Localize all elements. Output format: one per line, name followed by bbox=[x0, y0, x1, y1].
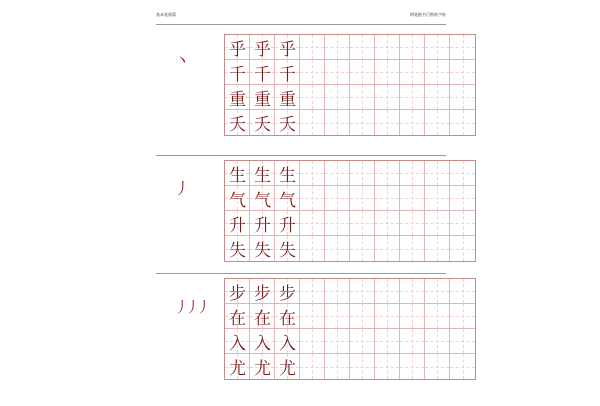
grid-cell bbox=[425, 85, 450, 110]
grid-cell bbox=[275, 211, 300, 236]
practice-character: 千 bbox=[254, 65, 271, 85]
grid-cell bbox=[325, 304, 350, 329]
practice-character: 乎 bbox=[279, 40, 296, 60]
stroke-sample: 丶 bbox=[174, 51, 191, 70]
practice-character: 乎 bbox=[254, 40, 271, 60]
grid-cell bbox=[400, 354, 425, 379]
grid-cell bbox=[375, 211, 400, 236]
grid-cell bbox=[225, 236, 250, 261]
grid-cell bbox=[275, 60, 300, 85]
grid-cell bbox=[250, 35, 275, 60]
grid-cell bbox=[450, 211, 475, 236]
grid-cell bbox=[325, 35, 350, 60]
practice-character: 步 bbox=[279, 284, 296, 304]
practice-character: 入 bbox=[279, 334, 296, 354]
practice-character: 夭 bbox=[279, 115, 296, 135]
practice-character: 入 bbox=[254, 334, 271, 354]
practice-character: 生 bbox=[254, 166, 271, 186]
practice-character: 尤 bbox=[254, 359, 271, 379]
grid-cell bbox=[275, 110, 300, 135]
grid-cell bbox=[250, 60, 275, 85]
grid-cell bbox=[425, 60, 450, 85]
grid-cell bbox=[400, 279, 425, 304]
grid-cell bbox=[375, 329, 400, 354]
header-left-title: 基本笔画篇 bbox=[156, 12, 176, 17]
grid-cell bbox=[375, 35, 400, 60]
grid-cell bbox=[250, 211, 275, 236]
practice-character: 生 bbox=[279, 166, 296, 186]
grid-cell bbox=[225, 60, 250, 85]
grid-cell bbox=[250, 329, 275, 354]
grid-cell bbox=[300, 110, 325, 135]
grid-cell bbox=[400, 35, 425, 60]
grid-cell bbox=[425, 186, 450, 211]
grid-cell bbox=[225, 110, 250, 135]
grid-cell bbox=[450, 186, 475, 211]
grid-cell bbox=[350, 211, 375, 236]
section-divider bbox=[156, 273, 446, 274]
grid-cell bbox=[350, 186, 375, 211]
grid-cell bbox=[325, 329, 350, 354]
grid-row bbox=[225, 279, 475, 304]
grid-cell bbox=[250, 85, 275, 110]
grid-cell bbox=[450, 161, 475, 186]
grid-cell bbox=[300, 236, 325, 261]
grid-cell bbox=[225, 211, 250, 236]
practice-character: 乎 bbox=[229, 40, 246, 60]
grid-cell bbox=[425, 236, 450, 261]
grid-cell bbox=[450, 354, 475, 379]
grid-cell bbox=[400, 304, 425, 329]
grid-cell bbox=[275, 354, 300, 379]
practice-character: 气 bbox=[279, 191, 296, 211]
grid-cell bbox=[275, 161, 300, 186]
grid-cell bbox=[300, 304, 325, 329]
grid-cell bbox=[275, 186, 300, 211]
practice-character: 失 bbox=[279, 241, 296, 261]
grid-cell bbox=[350, 110, 375, 135]
practice-character: 入 bbox=[229, 334, 246, 354]
grid-cell bbox=[350, 304, 375, 329]
grid-cell bbox=[275, 236, 300, 261]
grid-row bbox=[225, 85, 475, 110]
grid-cell bbox=[225, 85, 250, 110]
grid-row bbox=[225, 329, 475, 354]
grid-cell bbox=[375, 354, 400, 379]
grid-cell bbox=[350, 161, 375, 186]
grid-cell bbox=[225, 354, 250, 379]
grid-cell bbox=[400, 186, 425, 211]
grid-cell bbox=[400, 161, 425, 186]
grid-row bbox=[225, 354, 475, 379]
grid-cell bbox=[375, 60, 400, 85]
grid-cell bbox=[425, 110, 450, 135]
grid-cell bbox=[325, 279, 350, 304]
practice-grid bbox=[224, 278, 476, 380]
stroke-sample: 丿 bbox=[174, 179, 191, 198]
grid-cell bbox=[450, 60, 475, 85]
practice-character: 升 bbox=[279, 216, 296, 236]
grid-cell bbox=[450, 279, 475, 304]
practice-character: 在 bbox=[279, 309, 296, 329]
grid-cell bbox=[400, 211, 425, 236]
grid-cell bbox=[350, 279, 375, 304]
grid-cell bbox=[300, 85, 325, 110]
grid-cell bbox=[225, 329, 250, 354]
grid-cell bbox=[450, 236, 475, 261]
grid-cell bbox=[375, 304, 400, 329]
practice-character: 重 bbox=[229, 90, 246, 110]
grid-cell bbox=[450, 35, 475, 60]
section-divider bbox=[156, 24, 446, 25]
practice-character: 千 bbox=[229, 65, 246, 85]
grid-cell bbox=[375, 236, 400, 261]
grid-cell bbox=[250, 186, 275, 211]
section-divider bbox=[156, 155, 446, 156]
practice-character: 升 bbox=[254, 216, 271, 236]
practice-character: 夭 bbox=[254, 115, 271, 135]
grid-cell bbox=[375, 110, 400, 135]
grid-cell bbox=[425, 354, 450, 379]
grid-cell bbox=[225, 186, 250, 211]
grid-cell bbox=[425, 304, 450, 329]
page-header bbox=[156, 8, 446, 22]
grid-cell bbox=[400, 236, 425, 261]
practice-character: 夭 bbox=[229, 115, 246, 135]
grid-cell bbox=[325, 110, 350, 135]
grid-cell bbox=[225, 35, 250, 60]
grid-row bbox=[225, 186, 475, 211]
grid-cell bbox=[275, 35, 300, 60]
grid-cell bbox=[350, 236, 375, 261]
practice-grid bbox=[224, 160, 476, 262]
practice-character: 生 bbox=[229, 166, 246, 186]
grid-cell bbox=[375, 279, 400, 304]
practice-character: 气 bbox=[229, 191, 246, 211]
grid-cell bbox=[350, 329, 375, 354]
practice-character: 尤 bbox=[229, 359, 246, 379]
grid-cell bbox=[450, 329, 475, 354]
grid-cell bbox=[300, 329, 325, 354]
grid-cell bbox=[275, 329, 300, 354]
grid-cell bbox=[300, 211, 325, 236]
practice-character: 失 bbox=[229, 241, 246, 261]
grid-cell bbox=[300, 186, 325, 211]
practice-character: 气 bbox=[254, 191, 271, 211]
grid-cell bbox=[250, 279, 275, 304]
grid-cell bbox=[400, 85, 425, 110]
grid-cell bbox=[325, 186, 350, 211]
grid-cell bbox=[250, 236, 275, 261]
grid-cell bbox=[400, 110, 425, 135]
practice-grid bbox=[224, 34, 476, 136]
grid-cell bbox=[300, 60, 325, 85]
grid-row bbox=[225, 211, 475, 236]
grid-cell bbox=[325, 60, 350, 85]
grid-cell bbox=[275, 279, 300, 304]
practice-character: 重 bbox=[279, 90, 296, 110]
grid-cell bbox=[350, 354, 375, 379]
grid-row bbox=[225, 161, 475, 186]
grid-cell bbox=[350, 85, 375, 110]
grid-cell bbox=[425, 161, 450, 186]
grid-cell bbox=[225, 279, 250, 304]
grid-cell bbox=[325, 236, 350, 261]
grid-cell bbox=[400, 60, 425, 85]
grid-cell bbox=[450, 110, 475, 135]
grid-cell bbox=[375, 85, 400, 110]
grid-cell bbox=[450, 85, 475, 110]
practice-character: 尤 bbox=[279, 359, 296, 379]
practice-character: 重 bbox=[254, 90, 271, 110]
grid-row bbox=[225, 35, 475, 60]
grid-cell bbox=[300, 35, 325, 60]
grid-cell bbox=[325, 211, 350, 236]
grid-cell bbox=[375, 186, 400, 211]
practice-character: 失 bbox=[254, 241, 271, 261]
grid-cell bbox=[450, 304, 475, 329]
grid-cell bbox=[325, 354, 350, 379]
grid-row bbox=[225, 60, 475, 85]
grid-cell bbox=[350, 35, 375, 60]
grid-cell bbox=[275, 85, 300, 110]
header-right-title: 钢笔楷书行楷练字帖 bbox=[410, 12, 446, 17]
copybook-page bbox=[156, 6, 446, 406]
grid-row bbox=[225, 236, 475, 261]
practice-character: 升 bbox=[229, 216, 246, 236]
practice-character: 千 bbox=[279, 65, 296, 85]
grid-cell bbox=[425, 211, 450, 236]
grid-cell bbox=[250, 110, 275, 135]
grid-cell bbox=[325, 85, 350, 110]
grid-cell bbox=[300, 161, 325, 186]
grid-row bbox=[225, 304, 475, 329]
grid-cell bbox=[225, 161, 250, 186]
grid-cell bbox=[400, 329, 425, 354]
grid-cell bbox=[425, 329, 450, 354]
grid-cell bbox=[300, 279, 325, 304]
grid-cell bbox=[275, 304, 300, 329]
grid-cell bbox=[250, 304, 275, 329]
practice-character: 在 bbox=[229, 309, 246, 329]
practice-character: 步 bbox=[229, 284, 246, 304]
grid-cell bbox=[425, 35, 450, 60]
grid-cell bbox=[250, 354, 275, 379]
practice-character: 步 bbox=[254, 284, 271, 304]
grid-cell bbox=[350, 60, 375, 85]
grid-cell bbox=[325, 161, 350, 186]
grid-cell bbox=[225, 304, 250, 329]
practice-character: 在 bbox=[254, 309, 271, 329]
grid-cell bbox=[425, 279, 450, 304]
grid-row bbox=[225, 110, 475, 135]
stroke-sample: 丿丿丿 bbox=[174, 298, 208, 316]
grid-cell bbox=[250, 161, 275, 186]
grid-cell bbox=[375, 161, 400, 186]
grid-cell bbox=[300, 354, 325, 379]
